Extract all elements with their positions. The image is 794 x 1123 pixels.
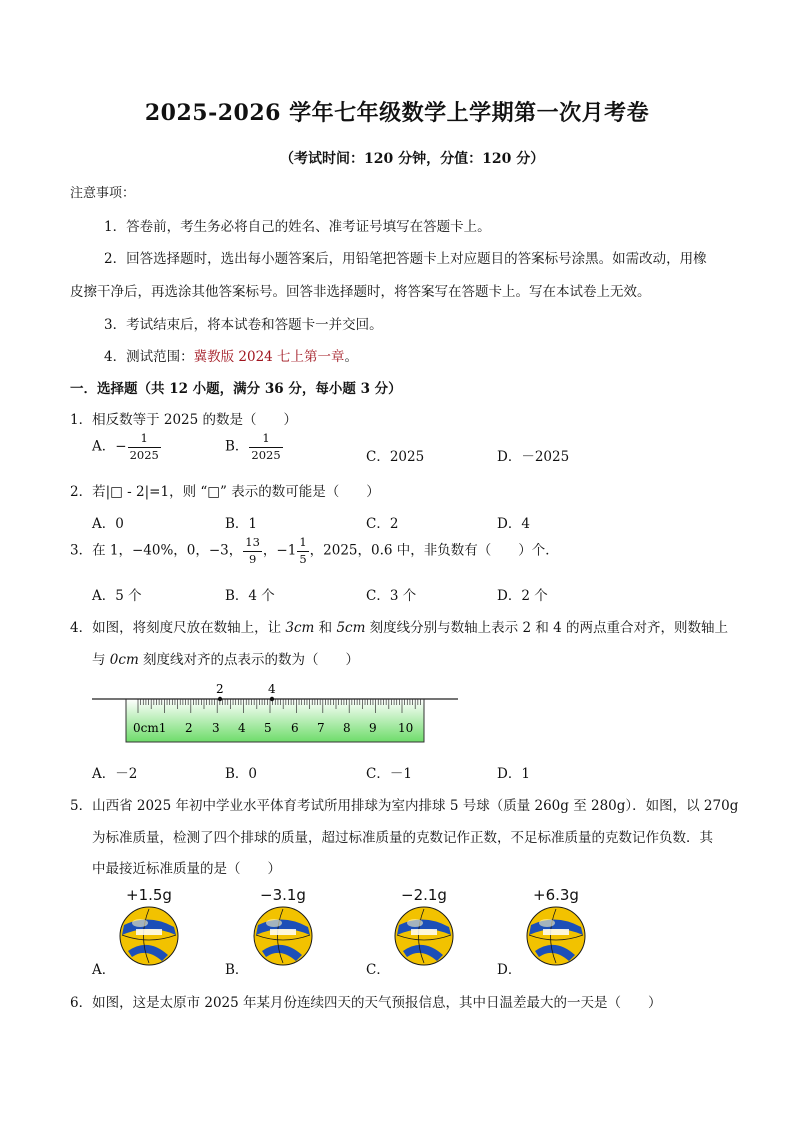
q4-text-e: 刻度线对齐的点表示的数为（ ） bbox=[138, 652, 360, 668]
notice-item-1: 1．答卷前，考生务必将自己的姓名、准考证号填写在答题卡上。 bbox=[104, 219, 491, 235]
notice-item-2-line-2: 皮擦干净后，再选涂其他答案标号。回答非选择题时，将答案写在答题卡上。写在本试卷上无效。 bbox=[70, 284, 651, 300]
number-line-point-4 bbox=[270, 697, 274, 701]
q3-fraction-13-9 bbox=[243, 537, 262, 565]
axis-label-2: 2 bbox=[216, 682, 224, 696]
ball-mass-label: +6.3g bbox=[533, 886, 579, 904]
question-3-stem bbox=[70, 537, 559, 565]
q2-option-a: A．0 bbox=[92, 516, 124, 532]
exam-info: （考试时间：120 分钟，分值：120 分） bbox=[280, 151, 545, 167]
ruler-label-10: 10 bbox=[398, 721, 414, 735]
q5-option-a: A． bbox=[92, 962, 116, 978]
notice-item-3: 3．考试结束后，将本试卷和答题卡一并交回。 bbox=[104, 317, 383, 333]
q4-option-d: D．1 bbox=[497, 766, 530, 782]
q1-option-a-fraction bbox=[128, 433, 161, 461]
q4-option-b: B．0 bbox=[225, 766, 258, 782]
ruler-label-3: 3 bbox=[212, 721, 220, 735]
question-2-stem: 2．若|□ - 2|=1，则 “□” 表示的数可能是（ ） bbox=[70, 484, 380, 500]
q3-fraction-1-5 bbox=[297, 537, 308, 565]
ball-mass-label: −2.1g bbox=[401, 886, 447, 904]
ruler-body bbox=[126, 699, 424, 742]
q3-option-b: B．4 个 bbox=[225, 588, 275, 604]
question-5-line-3: 中最接近标准质量的是（ ） bbox=[92, 861, 281, 877]
q1-option-b bbox=[225, 433, 284, 461]
frac-den: 2025 bbox=[129, 447, 159, 462]
question-1-stem: 1．相反数等于 2025 的数是（ ） bbox=[70, 412, 298, 428]
q5-option-c: C． bbox=[366, 962, 390, 978]
volleyball-image bbox=[393, 905, 455, 971]
ruler-label-9: 9 bbox=[369, 721, 377, 735]
ruler-label-4: 4 bbox=[238, 721, 246, 735]
q5-option-b: B． bbox=[225, 962, 249, 978]
q3-stem-part-b: ，−1 bbox=[262, 542, 297, 559]
notice-item-4 bbox=[104, 345, 358, 365]
q3-option-d: D．2 个 bbox=[497, 588, 548, 604]
ruler-label-5: 5 bbox=[264, 721, 272, 735]
volleyball-image bbox=[118, 905, 180, 971]
frac-den: 5 bbox=[299, 551, 307, 566]
frac-num: 1 bbox=[249, 433, 282, 448]
notice-item-4-suffix: 。 bbox=[344, 349, 359, 365]
ball-mass-label: +1.5g bbox=[126, 886, 172, 904]
q4-option-c: C．－1 bbox=[366, 766, 412, 782]
question-4-line-1 bbox=[70, 616, 728, 636]
q1-option-b-prefix: B． bbox=[225, 438, 249, 455]
ruler-label-6: 6 bbox=[291, 721, 299, 735]
ball-mass-label: −3.1g bbox=[260, 886, 306, 904]
q5-option-d: D． bbox=[497, 962, 522, 978]
question-5-line-1: 5．山西省 2025 年初中学业水平体育考试所用排球为室内排球 5 号球（质量 260g 至 280g）．如图，以 270g bbox=[70, 798, 739, 814]
q3-stem-part-c: ，2025，0.6 中，非负数有（ ）个． bbox=[309, 542, 559, 559]
axis-label-4: 4 bbox=[268, 682, 276, 696]
volleyball-image bbox=[252, 905, 314, 971]
q4-text-b: 和 bbox=[314, 620, 337, 636]
q4-text-c: 刻度线分别与数轴上表示 2 和 4 的两点重合对齐，则数轴上 bbox=[365, 620, 729, 636]
q4-unit-0cm: 0cm bbox=[109, 652, 139, 668]
section-heading-choice: 一．选择题（共 12 小题，满分 36 分，每小题 3 分） bbox=[70, 381, 402, 397]
q3-option-a: A．5 个 bbox=[92, 588, 142, 604]
q2-option-b: B．1 bbox=[225, 516, 258, 532]
frac-den: 9 bbox=[248, 551, 257, 566]
q4-unit-5cm: 5cm bbox=[336, 620, 366, 636]
q2-option-c: C．2 bbox=[366, 516, 399, 532]
notice-item-2-line-1: 2．回答选择题时，选出每小题答案后，用铅笔把答题卡上对应题目的答案标号涂黑。如需改动，用橡 bbox=[104, 251, 707, 267]
q1-option-b-fraction bbox=[249, 433, 282, 461]
q1-option-d: D．－2025 bbox=[497, 449, 570, 465]
question-5-line-2: 为标准质量，检测了四个排球的质量，超过标准质量的克数记作正数，不足标准质量的克数记作负数．其 bbox=[92, 830, 713, 846]
q1-option-a-prefix: A．− bbox=[92, 438, 127, 455]
frac-num: 1 bbox=[128, 433, 161, 448]
notice-heading: 注意事项： bbox=[70, 186, 136, 201]
question-6-stem: 6．如图，这是太原市 2025 年某月份连续四天的天气预报信息，其中日温差最大的一天是（ ） bbox=[70, 995, 662, 1011]
q3-option-c: C．3 个 bbox=[366, 588, 417, 604]
ruler-label-2: 2 bbox=[185, 721, 193, 735]
number-line-point-2 bbox=[218, 697, 222, 701]
q1-option-a bbox=[92, 433, 162, 461]
frac-num: 1 bbox=[297, 537, 308, 552]
test-range: 冀教版 2024 七上第一章 bbox=[193, 349, 345, 365]
q1-option-c: C．2025 bbox=[366, 449, 425, 465]
notice-item-4-prefix: 4．测试范围： bbox=[104, 349, 194, 365]
ruler-label-8: 8 bbox=[343, 721, 351, 735]
volleyball-image bbox=[525, 905, 587, 971]
question-4-line-2 bbox=[92, 648, 359, 668]
q4-option-a: A．－2 bbox=[92, 766, 138, 782]
q4-unit-3cm: 3cm bbox=[285, 620, 315, 636]
frac-den: 2025 bbox=[251, 447, 281, 462]
ruler-label-0cm1: 0cm1 bbox=[133, 721, 167, 735]
page-title: 2025-2026 学年七年级数学上学期第一次月考卷 bbox=[144, 100, 650, 126]
q4-text-a: 4．如图，将刻度尺放在数轴上，让 bbox=[70, 620, 286, 636]
ruler-on-number-line-figure bbox=[92, 678, 462, 748]
frac-num: 13 bbox=[243, 537, 262, 552]
q2-option-d: D．4 bbox=[497, 516, 530, 532]
ruler-label-7: 7 bbox=[317, 721, 325, 735]
q3-stem-part-a: 3．在 1，−40%，0，−3， bbox=[70, 542, 243, 559]
q4-text-d: 与 bbox=[92, 652, 110, 668]
